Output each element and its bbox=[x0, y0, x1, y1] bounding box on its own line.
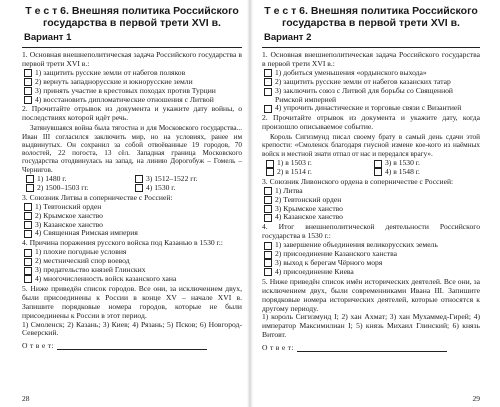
answer-option[interactable] bbox=[24, 96, 242, 105]
checkbox[interactable] bbox=[264, 242, 272, 250]
option-label: 1) плохие погодные условия bbox=[35, 247, 127, 257]
option-label: 2) присоединение Казанского ханства bbox=[275, 249, 397, 259]
right-page bbox=[250, 0, 500, 407]
variant-label: Вариант 2 bbox=[264, 32, 312, 43]
checkbox[interactable] bbox=[24, 87, 32, 95]
question-text: 2. Прочитайте отрывок из документа и укажите дату войны, о последствиях которой идёт речь. bbox=[22, 104, 242, 123]
checkbox[interactable] bbox=[264, 196, 272, 204]
answer-option[interactable] bbox=[264, 87, 480, 105]
answer-option[interactable] bbox=[374, 168, 480, 177]
checkbox[interactable] bbox=[264, 105, 272, 113]
checkbox[interactable] bbox=[26, 184, 34, 192]
option-label: 4) восстановить дипломатические отношения с Литвой bbox=[35, 94, 214, 104]
checkbox[interactable] bbox=[24, 212, 32, 220]
option-label: 2) вернуть западнорусские и юкнорусские земли bbox=[35, 76, 193, 86]
checkbox[interactable] bbox=[264, 88, 272, 96]
answer-option[interactable] bbox=[26, 184, 133, 193]
answer-field[interactable] bbox=[297, 351, 447, 352]
page-number: 29 bbox=[472, 394, 480, 403]
checkbox[interactable] bbox=[24, 230, 32, 238]
option-label: 4) 1530 г. bbox=[146, 182, 176, 192]
option-label: 2) Крымское ханство bbox=[35, 210, 103, 220]
option-label: 3) заключить союз с Литвой для борьбы со Священной Римской империей bbox=[275, 85, 453, 104]
option-label: 3) Крымское ханство bbox=[275, 203, 343, 213]
answer-label: О т в е т: bbox=[262, 343, 294, 353]
item-list: 1) Смоленск; 2) Казань; 3) Киев; 4) Рязань; 5) Псков; 6) Новгород-Северский. bbox=[22, 319, 242, 338]
checkbox[interactable] bbox=[264, 259, 272, 267]
question-text: 4. Причина поражения русского войска под Казанью в 1530 г.: bbox=[22, 238, 223, 248]
option-label: 3) в 1530 г. bbox=[385, 158, 420, 168]
checkbox[interactable] bbox=[24, 267, 32, 275]
checkbox[interactable] bbox=[24, 221, 32, 229]
question-text: 3. Союзник Ливонского ордена в соперничестве с Россией: bbox=[262, 176, 454, 186]
answer-field[interactable] bbox=[57, 349, 207, 350]
option-label: 4) Священная Римская империя bbox=[35, 228, 138, 238]
test-title: Т е с т 6. Внешняя политика Российского государства в первой трети XVI в. bbox=[25, 5, 239, 29]
checkbox[interactable] bbox=[24, 275, 32, 283]
option-label: 4) Казанское ханство bbox=[275, 212, 343, 222]
option-label: 3) выход к берегам Чёрного моря bbox=[275, 258, 383, 268]
checkbox[interactable] bbox=[264, 69, 272, 77]
option-label: 3) Казанское ханство bbox=[35, 219, 103, 229]
option-label: 3) предательство князей Глинских bbox=[35, 265, 146, 275]
option-label: 2) Тевтонский орден bbox=[275, 194, 342, 204]
question-1 bbox=[262, 51, 480, 113]
variant-label: Вариант 1 bbox=[24, 32, 72, 43]
option-label: 2) местнический спор воевод bbox=[35, 256, 130, 266]
option-label: 1) 1480 г. bbox=[37, 174, 67, 184]
option-label: 4) присоединение Киева bbox=[275, 266, 354, 276]
question-text: 1. Основная внешнеполитическая задача Российского государства в первой трети XVI в.: bbox=[22, 50, 242, 68]
question-text: 4. Итог внешнеполитической деятельности Российского государства в 1530 г.: bbox=[262, 222, 480, 241]
divider bbox=[262, 47, 480, 48]
answer-label: О т в е т: bbox=[22, 341, 54, 351]
option-label: 3) 1512–1522 гг. bbox=[146, 174, 198, 184]
document-excerpt: Король Сигизмунд писал своему брату в самый день сдачи этой крепости: «Смоленск благодаря гнусной измене кое-кого из наёмных войск и местной знати отпал от нас и передался врагу». bbox=[262, 133, 480, 158]
checkbox[interactable] bbox=[264, 205, 272, 213]
option-label: 4) в 1548 г. bbox=[385, 166, 420, 176]
option-label: 1) добиться уменьшения «ордынского выхода» bbox=[275, 67, 427, 77]
question-4 bbox=[22, 239, 242, 284]
question-2 bbox=[262, 114, 480, 177]
question-text: 5. Ниже приведён список имён исторических деятелей. Все они, за исключением двух, были современниками Ивана III. Запишите порядковые номера исторических деятелей, которые относятся к другому периоду. bbox=[262, 276, 480, 313]
option-label: 2) защитить русские земли от набегов казанских татар bbox=[275, 76, 451, 86]
answer-option[interactable] bbox=[264, 213, 480, 222]
option-label: 1) завершение объединения великорусских земель bbox=[275, 240, 438, 250]
checkbox[interactable] bbox=[24, 78, 32, 86]
checkbox[interactable] bbox=[135, 184, 143, 192]
answer-option[interactable] bbox=[24, 229, 242, 238]
option-label: 1) Литва bbox=[275, 185, 303, 195]
answer-option[interactable] bbox=[264, 268, 480, 277]
checkbox[interactable] bbox=[26, 175, 34, 183]
option-label: 2) в 1514 г. bbox=[277, 166, 312, 176]
options-grid bbox=[24, 175, 242, 193]
option-label: 1) Тевтонский орден bbox=[35, 201, 102, 211]
question-text: 2. Прочитайте отрывок из документа и укажите дату, когда произошло описываемое событие. bbox=[262, 113, 480, 132]
answer-option[interactable] bbox=[135, 184, 242, 193]
checkbox[interactable] bbox=[266, 168, 274, 176]
checkbox[interactable] bbox=[266, 160, 274, 168]
question-4 bbox=[262, 223, 480, 276]
answer-row bbox=[22, 341, 242, 350]
option-label: 2) 1500–1503 гг. bbox=[37, 182, 89, 192]
question-text: 1. Основная внешнеполитическая задача Российского государства в первой трети XVI в.: bbox=[262, 50, 480, 68]
answer-option[interactable] bbox=[266, 168, 372, 177]
checkbox[interactable] bbox=[24, 69, 32, 77]
question-2 bbox=[22, 105, 242, 192]
question-5 bbox=[22, 285, 242, 338]
checkbox[interactable] bbox=[24, 96, 32, 104]
divider bbox=[22, 47, 242, 48]
checkbox[interactable] bbox=[264, 268, 272, 276]
question-text: 3. Союзник Литвы в соперничестве с Россией: bbox=[22, 192, 173, 202]
test-title: Т е с т 6. Внешняя политика Российского государства в первой трети XVI в. bbox=[264, 5, 478, 29]
page-number: 28 bbox=[22, 394, 30, 403]
checkbox[interactable] bbox=[264, 78, 272, 86]
question-3 bbox=[22, 194, 242, 239]
checkbox[interactable] bbox=[24, 203, 32, 211]
question-3 bbox=[262, 178, 480, 223]
option-label: 3) принять участие в крестовых походах против Турции bbox=[35, 85, 216, 95]
document-excerpt: Затянувшаяся война была тягостна и для Московского государства... Иван III согласился заключить мир, но на условиях, ранее им выдвинутых. Он сохранил за собой отвоёванные 19 городов, 70 волостей, 22 погоста, 13 сёл. Западная граница Московского государства отодвинулась на запад, на линию Дорогобуж – Гомель – Чернигов. bbox=[22, 124, 242, 174]
checkbox[interactable] bbox=[24, 258, 32, 266]
options-grid bbox=[264, 159, 480, 177]
item-list: 1) король Сигизмунд I; 2) хан Ахмат; 3) хан Мухаммед-Гирей; 4) император Максимилиан I; 5) князь Михаил Глинский; 6) князь Витовт. bbox=[262, 312, 480, 340]
answer-option[interactable] bbox=[24, 275, 242, 284]
checkbox[interactable] bbox=[374, 168, 382, 176]
question-5 bbox=[262, 278, 480, 340]
option-label: 4) упрочить династические и торговые связи с Византией bbox=[275, 103, 462, 113]
option-label: 1) защитить русские земли от набегов поляков bbox=[35, 67, 186, 77]
checkbox[interactable] bbox=[264, 214, 272, 222]
answer-option[interactable] bbox=[264, 104, 480, 113]
question-1 bbox=[22, 51, 242, 104]
option-label: 1) в 1503 г. bbox=[277, 158, 312, 168]
checkbox[interactable] bbox=[264, 187, 272, 195]
checkbox[interactable] bbox=[264, 251, 272, 259]
answer-row bbox=[262, 343, 480, 352]
checkbox[interactable] bbox=[374, 160, 382, 168]
checkbox[interactable] bbox=[24, 249, 32, 257]
option-label: 4) многочисленность войск казанского хана bbox=[35, 274, 177, 283]
checkbox[interactable] bbox=[135, 175, 143, 183]
question-text: 5. Ниже приведён список городов. Все они, за исключением двух, были присоединены к России в конце XV – начале XVI в. Запишите порядковые номера городов, которые не были присоединены к России в этот период. bbox=[22, 283, 242, 320]
